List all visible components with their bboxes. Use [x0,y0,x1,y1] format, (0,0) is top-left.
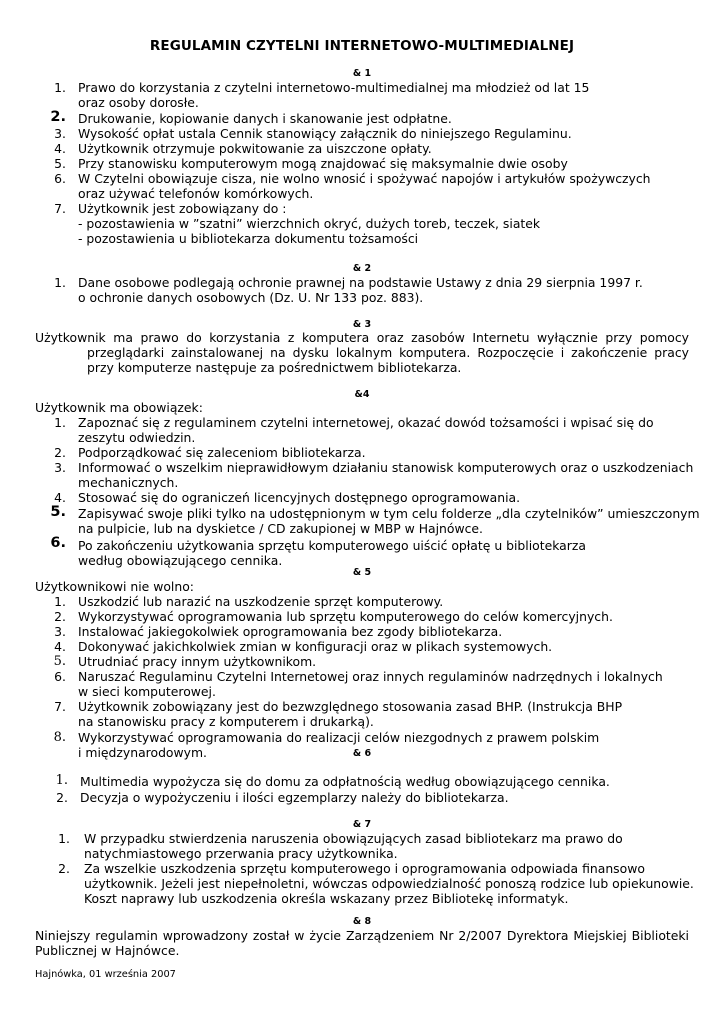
section-heading-3: & 3 [352,319,372,330]
s5-item-line: na stanowisku pracy z komputerem i drukarką). [78,714,374,729]
s5-item-line: Naruszać Regulaminu Czytelni Internetowej oraz innych regulaminów nadrzędnych i lokalnych [78,669,663,684]
s1-item-line: Drukowanie, kopiowanie danych i skanowanie jest odpłatne. [78,111,452,126]
s1-item-num: 1. [54,80,66,95]
s5-item-num: 8. [53,730,66,745]
s6-item-num: 2. [56,790,68,805]
s1-item-line: Przy stanowisku komputerowym mogą znajdować się maksymalnie dwie osoby [78,156,568,171]
section-heading-4: &4 [354,389,370,400]
s1-item-line: W Czytelni obowiązuje cisza, nie wolno wnosić i spożywać napojów i artykułów spożywczych [78,171,651,186]
section-heading-5: & 5 [352,567,372,578]
s5-item-num: 3. [54,624,66,639]
s8-paragraph-first: Niniejszy regulamin wprowadzony został w życie Zarządzeniem Nr 2/2007 Dyrektora Miejskiej Biblioteki [35,928,689,943]
s5-item-num: 7. [54,699,66,714]
s5-item-num: 4. [54,639,66,654]
s8-paragraph [35,928,689,958]
s4-item-line: na pulpicie, lub na dyskietce / CD zakupionej w MBP w Hajnówce. [78,521,483,536]
s5-item-line: Instalować jakiegokolwiek oprogramowania bez zgody bibliotekarza. [78,624,503,639]
s5-item-line: Wykorzystywać oprogramowania lub sprzętu komputerowego do celów komercyjnych. [78,609,613,624]
s4-item-line: Zapoznać się z regulaminem czytelni internetowej, okazać dowód tożsamości i wpisać się do [78,415,654,430]
s7-item-line: użytkownik. Jeżeli jest niepełnoletni, wówczas odpowiedzialność ponoszą rodzice lub opiekunowie. [84,876,694,891]
section-heading-8: & 8 [352,916,372,927]
s7-item-line: Za wszelkie uszkodzenia sprzętu komputerowego i oprogramowania odpowiada finansowo [84,861,645,876]
s1-item-line: - pozostawienia u bibliotekarza dokumentu tożsamości [78,231,419,246]
s2-item-line: Dane osobowe podlegają ochronie prawnej na podstawie Ustawy z dnia 29 sierpnia 1997 r. [78,275,643,290]
section-heading-1: & 1 [352,68,372,79]
s4-intro: Użytkownik ma obowiązek: [35,400,203,415]
s1-item-num: 5. [54,156,66,171]
s4-item-num: 6. [50,535,66,551]
s4-item-num: 3. [54,460,66,475]
footer-place-date: Hajnówka, 01 września 2007 [35,969,176,980]
s6-item-line: Decyzja o wypożyczeniu i ilości egzemplarzy należy do bibliotekarza. [80,790,509,805]
s1-item-num: 6. [54,171,66,186]
s3-paragraph-first: Użytkownik ma prawo do korzystania z komputera oraz zasobów Internetu wyłącznie przy pomocy [35,330,689,345]
s4-item-line: Informować o wszelkim nieprawidłowym działaniu stanowisk komputerowych oraz o uszkodzeniach [78,460,694,475]
s1-item-num: 3. [54,126,66,141]
s8-paragraph-rest: Publicznej w Hajnówce. [35,943,180,958]
s4-item-line: Po zakończeniu użytkowania sprzętu komputerowego uiścić opłatę u bibliotekarza [78,538,586,553]
s4-item-num: 5. [50,504,66,520]
s1-item-line: Prawo do korzystania z czytelni internetowo-multimedialnej ma młodzież od lat 15 [78,80,590,95]
s5-item-line: Utrudniać pracy innym użytkownikom. [78,654,317,669]
s4-item-line: Stosować się do ograniczeń licencyjnych dostępnego oprogramowania. [78,490,521,505]
s4-item-line: Zapisywać swoje pliki tylko na udostępnionym w tym celu folderze „dla czytelników” umieszczonym [78,506,700,521]
s7-item-line: natychmiastowego przerwania pracy użytkownika. [84,846,398,861]
s4-item-line: mechanicznych. [78,475,179,490]
section-heading-7: & 7 [352,819,372,830]
s5-item-line: Dokonywać jakichkolwiek zmian w konfiguracji oraz w plikach systemowych. [78,639,553,654]
s1-item-line: - pozostawienia w ”szatni” wierzchnich okryć, dużych toreb, teczek, siatek [78,216,541,231]
s5-item-line: Użytkownik zobowiązany jest do bezwzględnego stosowania zasad BHP. (Instrukcja BHP [78,699,623,714]
s5-intro: Użytkownikowi nie wolno: [35,579,194,594]
s3-paragraph-rest: przeglądarki zainstalowanej na dysku lokalnym komputera. Rozpoczęcie i zakończenie pracy przy komputerze następuje za pośrednictwem bibliotekarza. [87,345,689,375]
s1-item-line: oraz używać telefonów komórkowych. [78,186,314,201]
s4-item-num: 1. [54,415,66,430]
s1-item-num: 4. [54,141,66,156]
s7-item-line: Koszt naprawy lub uszkodzenia określa wskazany przez Bibliotekę informatyk. [84,891,569,906]
s6-item-num: 1. [55,773,68,788]
s4-item-line: Podporządkować się zaleceniom bibliotekarza. [78,445,366,460]
s7-item-num: 1. [58,831,70,846]
s5-item-num: 1. [54,594,66,609]
s7-item-num: 2. [58,861,70,876]
s4-item-line: według obowiązującego cennika. [78,553,283,568]
section-heading-6: & 6 [352,748,372,759]
s5-item-line: Uszkodzić lub narazić na uszkodzenie sprzęt komputerowy. [78,594,444,609]
document-title: REGULAMIN CZYTELNI INTERNETOWO-MULTIMEDIALNEJ [149,38,575,54]
s1-item-num: 2. [50,109,66,125]
s1-item-num: 7. [54,201,66,216]
s1-item-line: Użytkownik otrzymuje pokwitowanie za uiszczone opłaty. [78,141,432,156]
s4-item-line: zeszytu odwiedzin. [78,430,196,445]
s5-item-line: w sieci komputerowej. [78,684,216,699]
s5-item-num: 5. [53,654,66,669]
s5-item-line: Wykorzystywać oprogramowania do realizacji celów niezgodnych z prawem polskim [78,730,600,745]
s5-item-num: 6. [54,669,66,684]
s2-item-line: o ochronie danych osobowych (Dz. U. Nr 133 poz. 883). [78,290,424,305]
section-heading-2: & 2 [352,263,372,274]
s5-item-num: 2. [54,609,66,624]
s1-item-line: Wysokość opłat ustala Cennik stanowiący załącznik do niniejszego Regulaminu. [78,126,572,141]
s1-item-line: oraz osoby dorosłe. [78,95,199,110]
s6-item-line: Multimedia wypożycza się do domu za odpłatnością według obowiązującego cennika. [80,774,610,789]
s4-item-num: 4. [54,490,66,505]
s7-item-line: W przypadku stwierdzenia naruszenia obowiązujących zasad bibliotekarz ma prawo do [84,831,623,846]
s1-item-line: Użytkownik jest zobowiązany do : [78,201,287,216]
s5-item-line: i międzynarodowym. [78,745,207,760]
s4-item-num: 2. [54,445,66,460]
s3-paragraph [35,330,689,375]
s2-item-num: 1. [54,275,66,290]
